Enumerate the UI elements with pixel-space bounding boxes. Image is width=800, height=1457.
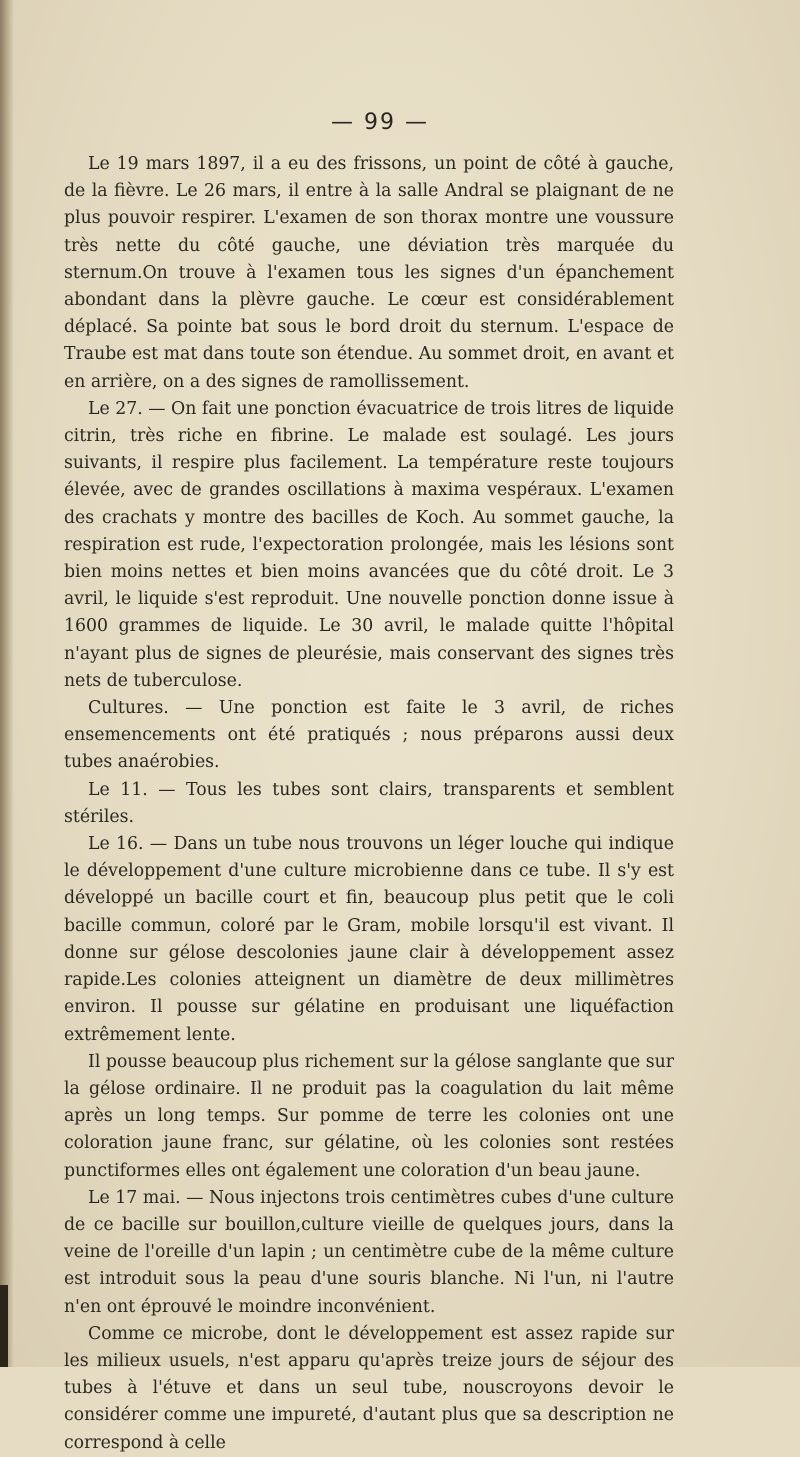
body-text [64,151,674,1457]
paragraph-3: Cultures. — Une ponction est faite le 3 avril, de riches ensemencements ont été pratiqués ; nous préparons aussi deux tubes anaérobies. [64,698,674,773]
paragraph-1: Le 19 mars 1897, il a eu des frissons, un point de côté à gauche, de la fièvre. Le 26 mars, il entre à la salle Andral se plaignant de ne plus pouvoir respirer. L'examen de son thorax montre une voussure très nette du côté gauche, une déviation très marquée du sternum.On trouve à l'examen tous les signes d'un épanchement abondant dans la plèvre gauche. Le cœur est considérablement déplacé. Sa pointe bat sous le bord droit du sternum. L'espace de Traube est mat dans toute son étendue. Au sommet droit, en avant et en arrière, on a des signes de ramollissement. [64,154,674,392]
paragraph-5: Le 16. — Dans un tube nous trouvons un léger louche qui indique le développement d'une culture microbienne dans ce tube. Il s'y est développé un bacille court et fin, beaucoup plus petit que le coli bacille commun, coloré par le Gram, mobile lorsqu'il est vivant. Il donne sur gélose descolonies jaune clair à développement assez rapide.Les colonies atteignent un diamètre de deux millimètres environ. Il pousse sur gélatine en produisant une liquéfaction extrêmement lente. [64,834,674,1045]
paragraph-8: Comme ce microbe, dont le développement est assez rapide sur les milieux usuels, n'est apparu qu'après treize jours de séjour des tubes à l'étuve et dans un seul tube, nouscroyons devoir le considérer comme une impureté, d'autant plus que sa description ne correspond à celle [64,1323,674,1453]
page-number: — 99 — [331,110,429,135]
paragraph-7: Le 17 mai. — Nous injectons trois centimètres cubes d'une culture de ce bacille sur bouillon,culture vieille de quelques jours, dans la veine de l'oreille d'un lapin ; un centimètre cube de la même culture est introduit sous la peau d'une souris blanche. Ni l'un, ni l'autre n'en ont éprouvé le moindre inconvénient. [64,1187,674,1317]
paragraph-2: Le 27. — On fait une ponction évacuatrice de trois litres de liquide citrin, très riche en fibrine. Le malade est soulagé. Les jours suivants, il respire plus facilement. La température reste toujours élevée, avec de grandes oscillations à maxima vespéraux. L'examen des crachats y montre des bacilles de Koch. Au sommet gauche, la respiration est rude, l'expectoration prolongée, mais les lésions sont bien moins nettes et bien moins avancées que du côté droit. Le 3 avril, le liquide s'est reproduit. Une nouvelle ponction donne issue à 1600 grammes de liquide. Le 30 avril, le malade quitte l'hôpital n'ayant plus de signes de pleurésie, mais conservant des signes très nets de tuberculose. [64,398,674,691]
binding-mark [0,1285,8,1367]
page-edge-shadow [0,0,14,1367]
paragraph-6: Il pousse beaucoup plus richement sur la gélose sanglante que sur la gélose ordinaire. Il ne produit pas la coagulation du lait même après un long temps. Sur pomme de terre les colonies ont une coloration jaune franc, sur gélatine, où les colonies sont restées punctiformes elles ont également une coloration d'un beau jaune. [64,1051,674,1181]
paragraph-4: Le 11. — Tous les tubes sont clairs, transparents et semblent stériles. [64,779,674,827]
